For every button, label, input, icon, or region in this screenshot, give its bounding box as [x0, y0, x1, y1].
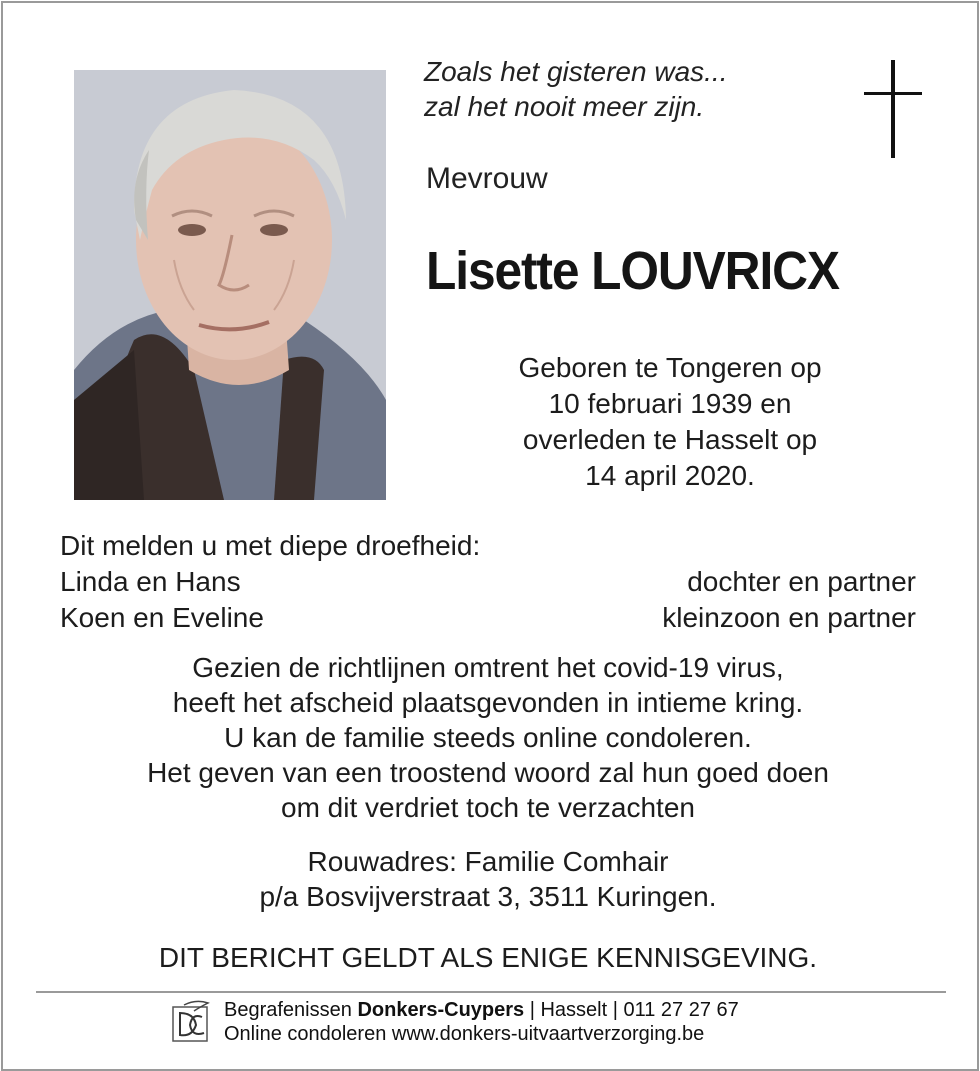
portrait-photo [74, 70, 386, 500]
footer-city-phone: | Hasselt | 011 27 27 67 [529, 999, 739, 1021]
poem-line-1: Zoals het gisteren was... [424, 56, 728, 87]
mourning-address [60, 844, 916, 914]
sole-notice: DIT BERICHT GELDT ALS ENIGE KENNISGEVING. [158, 942, 818, 973]
birth-line-1: Geboren te Tongeren op [518, 352, 822, 383]
family-names: Linda en Hans [60, 566, 241, 597]
funeral-home-info [224, 998, 739, 1046]
message-line: Het geven van een troostend woord zal hun goed doen [147, 757, 829, 788]
donkers-cuypers-logo-icon [170, 999, 212, 1043]
message-line: heeft het afscheid plaatsgevonden in intieme kring. [172, 687, 804, 718]
birth-line-2: 10 februari 1939 en [548, 388, 792, 419]
message-line: Gezien de richtlijnen omtrent het covid-19 virus, [192, 652, 784, 683]
poem-line-2: zal het nooit meer zijn. [424, 91, 705, 122]
birth-line-3: overleden te Hasselt op [522, 424, 818, 455]
address-line: p/a Bosvijverstraat 3, 3511 Kuringen. [259, 881, 717, 912]
birth-death-details [430, 350, 910, 494]
family-names: Koen en Eveline [60, 602, 264, 633]
deceased-name: Lisette LOUVRICX [426, 241, 839, 301]
deceased-title: Mevrouw [426, 162, 548, 195]
family-row [60, 564, 916, 600]
family-row [60, 600, 916, 636]
family-relation: dochter en partner [687, 566, 916, 597]
footer-divider [36, 991, 946, 993]
cross-icon [864, 60, 922, 158]
footer-online-link[interactable]: Online condoleren www.donkers-uitvaartverzorging.be [224, 1023, 705, 1045]
message-line: om dit verdriet toch te verzachten [281, 792, 695, 823]
announcement-text: Dit melden u met diepe droefheid: [60, 530, 481, 561]
address-line: Rouwadres: Familie Comhair [307, 846, 669, 877]
memorial-poem [424, 54, 727, 124]
message-line: U kan de familie steeds online condoleren. [224, 722, 752, 753]
footer-company: Donkers-Cuypers [357, 999, 525, 1021]
family-relation: kleinzoon en partner [662, 602, 916, 633]
birth-line-4: 14 april 2020. [585, 460, 755, 491]
footer-prefix: Begrafenissen [224, 999, 352, 1021]
family-list [60, 564, 916, 636]
covid-message [60, 650, 916, 825]
